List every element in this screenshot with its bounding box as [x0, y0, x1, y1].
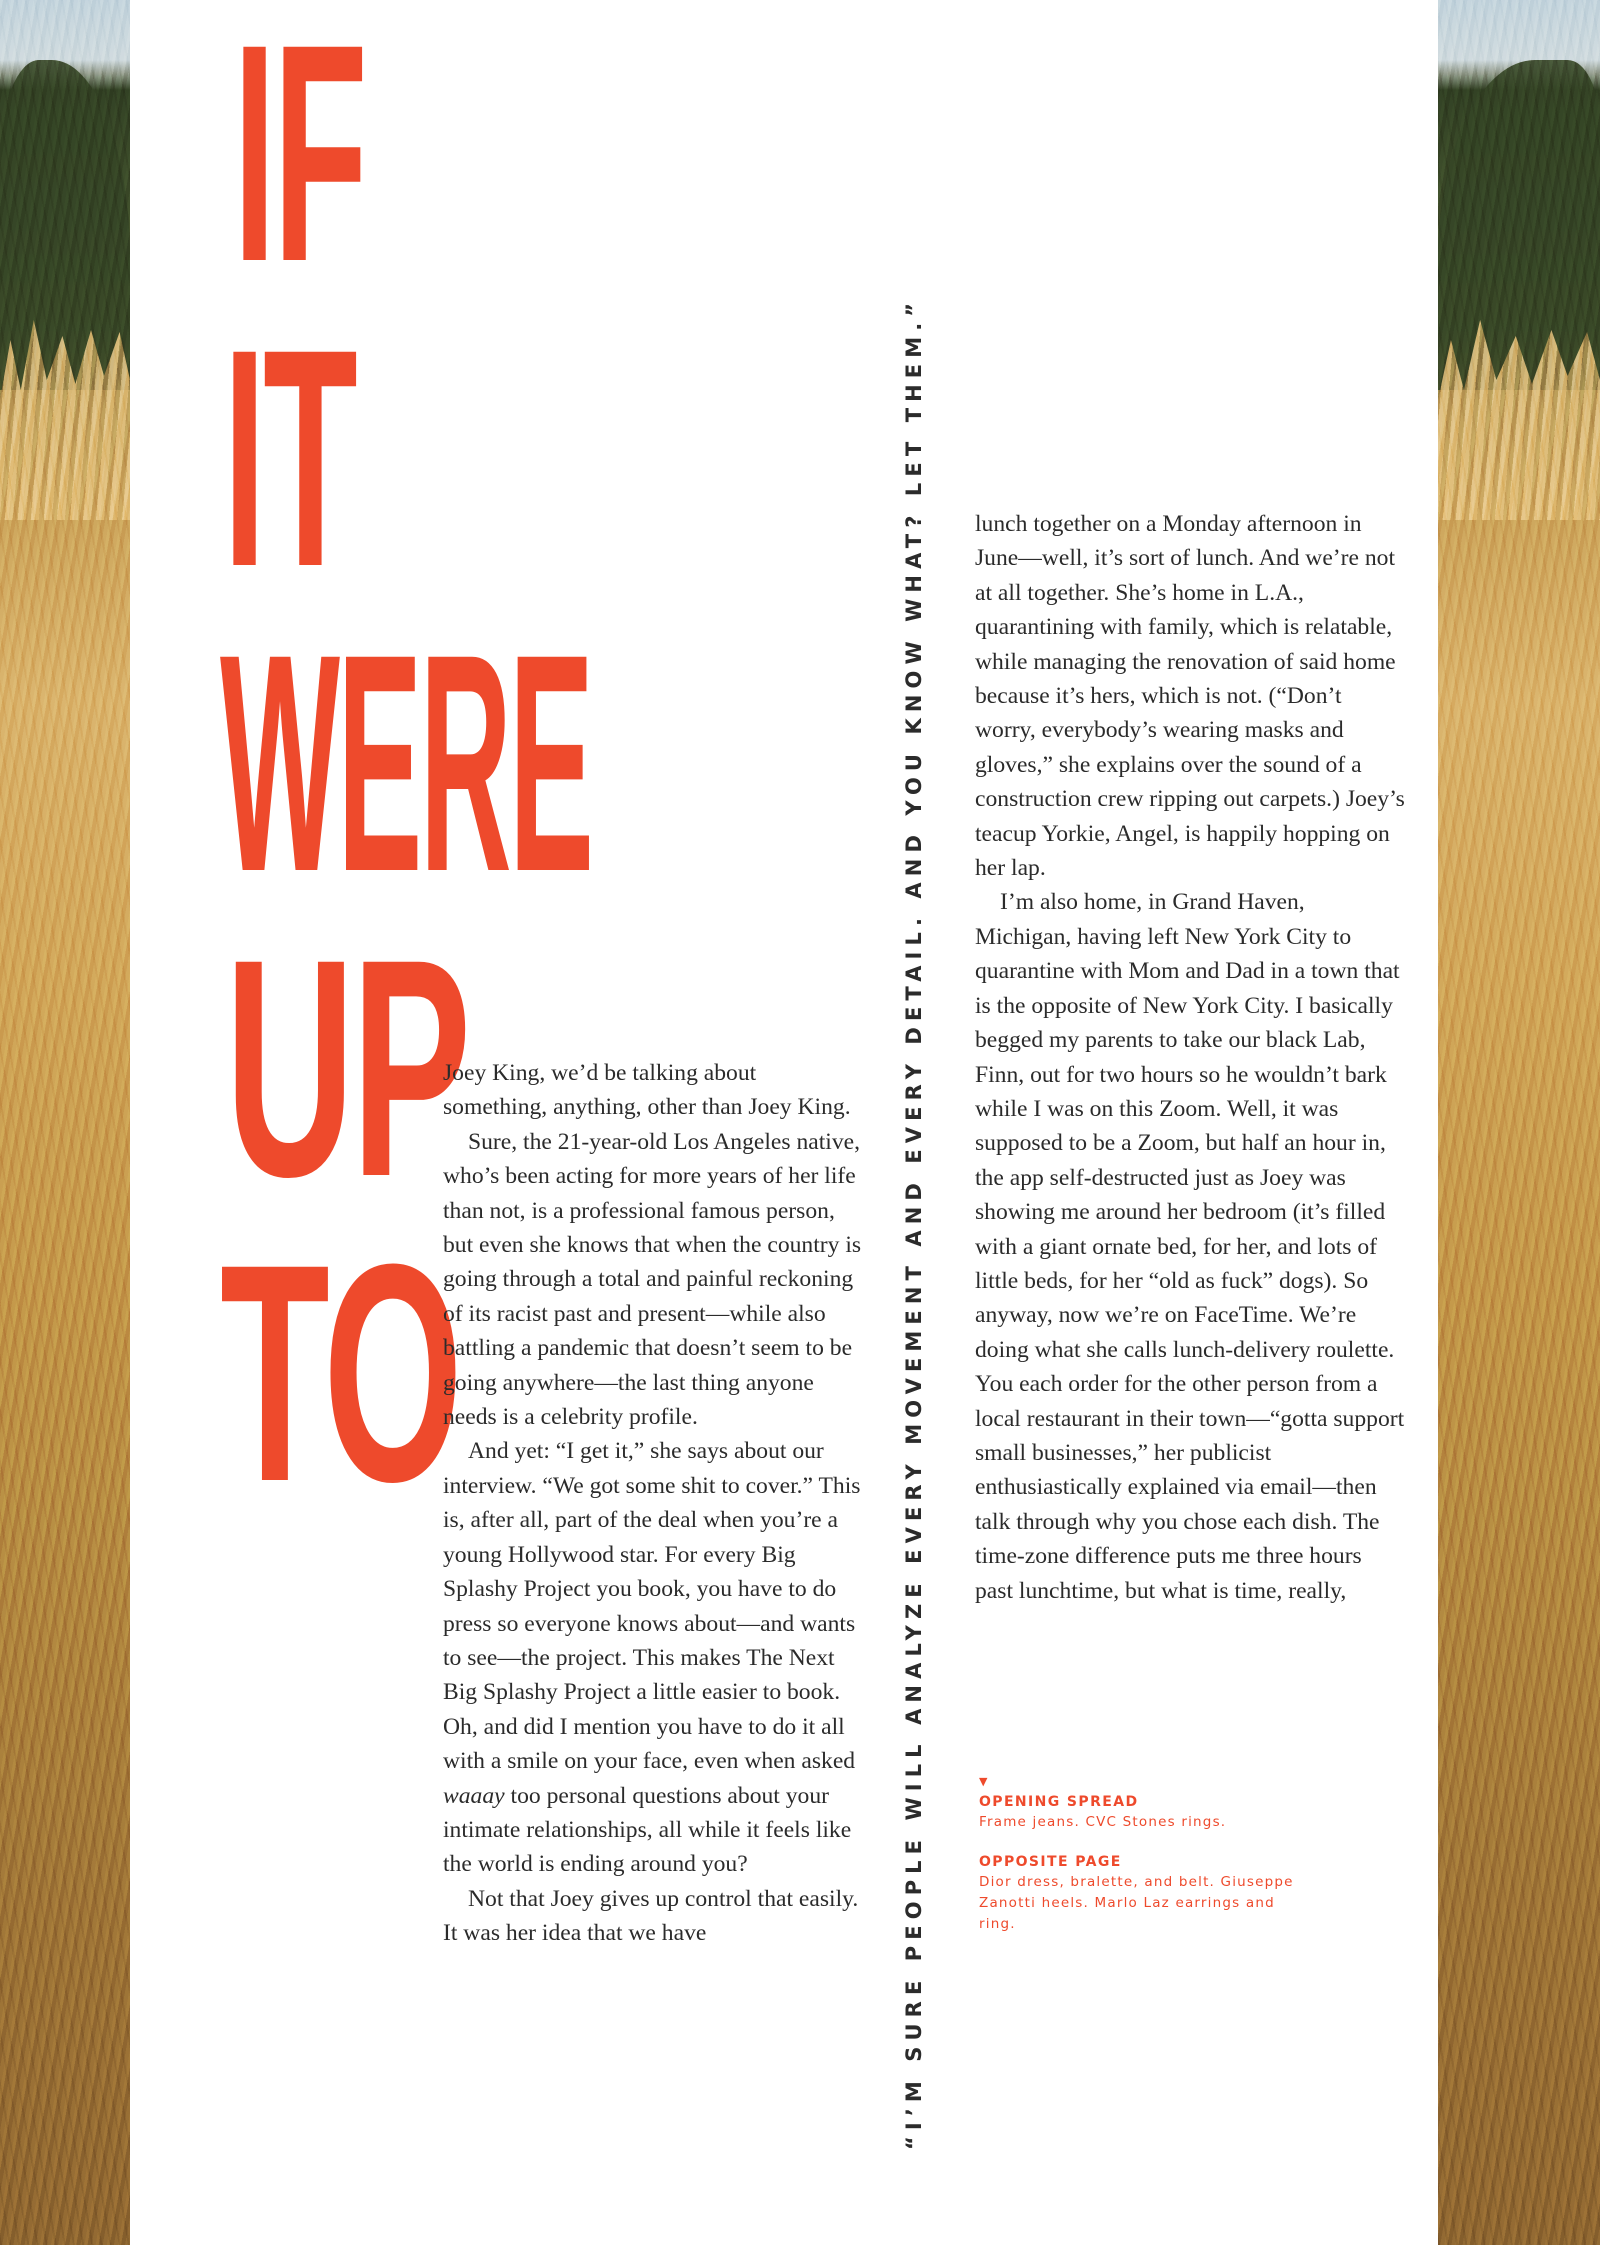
- hill-shape: [1438, 60, 1600, 390]
- credit-heading-opposite: OPPOSITE PAGE: [979, 1854, 1122, 1870]
- grass-tops: [1438, 320, 1600, 520]
- article-column-2: [975, 507, 1405, 1608]
- headline-line-3: WERE: [220, 589, 592, 936]
- paragraph-text: And yet: “I get it,” she says about our interview. “We got some shit to cover.” This is, after all, part of the deal when you’re a young Hollywood star. For every Big Splashy Project you book, you have to do press so everyone knows about—and wants to see—the project. This makes The Next Big Splashy Project a little easier to book. Oh, and did I mention you have to do it all with a smile on your face, even when asked: [443, 1438, 861, 1775]
- credit-text-opposite: Dior dress, bralette, and belt. Giuseppe Zanotti heels. Marlo Laz earrings and ring.: [979, 1874, 1294, 1932]
- grass-tops: [0, 320, 130, 520]
- headline-line-4: UP: [225, 894, 468, 1241]
- emphasis-text: waaay: [443, 1782, 505, 1809]
- photo-credits: [979, 1775, 1309, 1935]
- right-field-photo: [1438, 0, 1600, 2245]
- triangle-marker-icon: ▼: [979, 1775, 988, 1788]
- paragraph: Sure, the 21-year-old Los Angeles native, who’s been acting for more years of her life than not, is a professional famous person, but even she knows that when the country is going through a total and painful reckoning of its racist past and present—while also battling a pandemic that doesn’t seem to be going anywhere—the last thing anyone needs is a celebrity profile.: [443, 1128, 862, 1431]
- paragraph: Joey King, we’d be talking about something, anything, other than Joey King.: [443, 1060, 851, 1121]
- article-column-1: [443, 1056, 863, 1951]
- paragraph: lunch together on a Monday afternoon in June—well, it’s sort of lunch. And we’re not at all together. She’s home in L.A., quarantining with family, which is relatable, while managing the renovation of said home because it’s hers, which is not. (“Don’t worry, everybody’s wearing masks and gloves,” she explains over the sound of a construction crew ripping out carpets.) Joey’s teacup Yorkie, Angel, is happily hopping on her lap.: [975, 511, 1405, 882]
- credit-text-opening: Frame jeans. CVC Stones rings.: [979, 1814, 1227, 1830]
- headline-line-1: IF: [233, 0, 365, 326]
- left-field-photo: [0, 0, 130, 2245]
- paragraph: [443, 1434, 863, 1881]
- hill-shape: [0, 60, 130, 390]
- headline-line-5: TO: [220, 1199, 460, 1546]
- pull-quote: “I’M SURE PEOPLE WILL ANALYZE EVERY MOVEMENT AND EVERY DETAIL. AND YOU KNOW WHAT? LET THEM.”: [902, 296, 926, 2150]
- paragraph: I’m also home, in Grand Haven, Michigan, having left New York City to quarantine with Mom and Dad in a town that is the opposite of New York City. I basically begged my parents to take our black Lab, Finn, out for two hours so he wouldn’t bark while I was on this Zoom. Well, it was supposed to be a Zoom, but half an hour in, the app self-destructed just as Joey was showing me around her bedroom (it’s filled with a giant ornate bed, for her, and lots of little beds, for her “old as fuck” dogs). So anyway, now we’re on FaceTime. We’re doing what she calls lunch-delivery roulette. You each order for the other person from a local restaurant in their town—“gotta support small businesses,” her publicist enthusiastically explained via email—then talk through why you chose each dish. The time-zone difference puts me three hours past lunchtime, but what is time, really,: [975, 889, 1405, 1604]
- paragraph: Not that Joey gives up control that easily. It was her idea that we have: [443, 1885, 859, 1947]
- paragraph-text: too personal questions about your intimate relationships, all while it feels like the world is ending around you?: [443, 1782, 852, 1878]
- credit-heading-opening: OPENING SPREAD: [979, 1794, 1139, 1810]
- headline-line-2: IT: [223, 284, 355, 631]
